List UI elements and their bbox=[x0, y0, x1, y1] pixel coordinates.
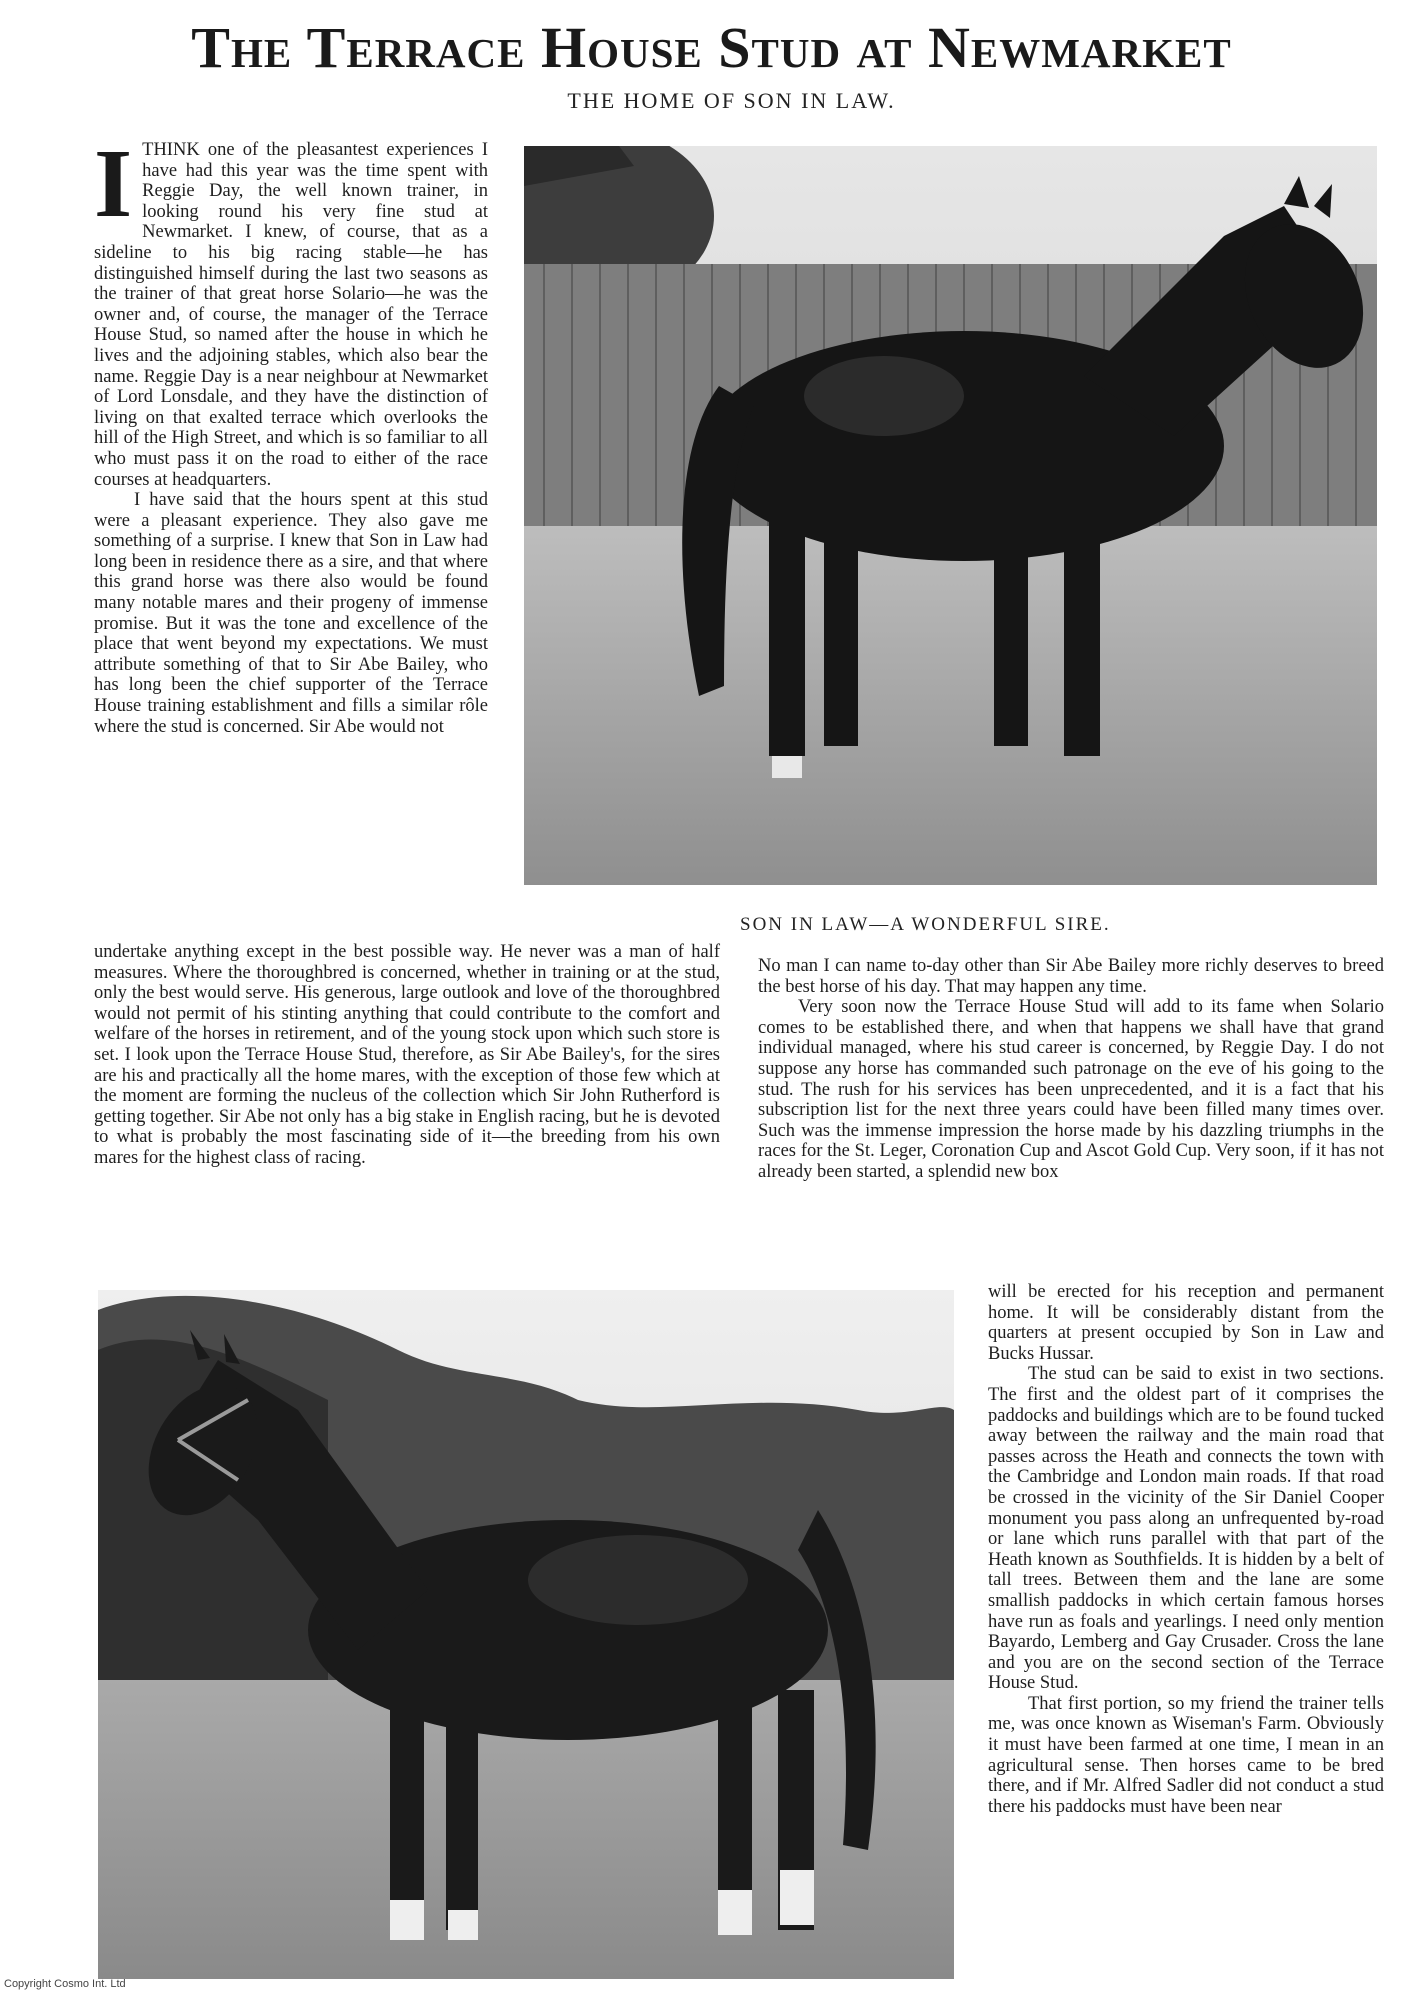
paragraph: Very soon now the Terrace House Stud will add to its fame when Solario comes to be established there, and when that happens we shall have that grand individual managed, where his stud career is concerned, by Reggie Day. I do not suppose any horse has commanded such patronage on the eve of his going to the stud. The rush for his services has been unprecedented, and it is a fact that his subscription list for the next three years could have been filled many times over. Such was the immense impression the horse made by his dazzling triumphs in the races for the St. Leger, Coronation Cup and Ascot Gold Cup. Very soon, if it has not already been started, a splendid new box bbox=[758, 997, 1384, 1182]
paragraph-text: THINK one of the pleasantest experiences I have had this year was the time spent with Reggie Day, the well known trainer, in looking round his very fine stud at Newmarket. I knew, of course, that as a sideline to his big racing stable—he has distinguished himself during the last two seasons as the trainer of that great horse Solario—he was the owner and, of course, the manager of the Terrace House Stud, so named after the house in which he lives and the adjoining stables, which also bear the name. Reggie Day is a near neighbour at Newmarket of Lord Lonsdale, and they have the distinction of living on that exalted terrace which overlooks the hill of the High Street, and which is so familiar to all who must pass it on the road to either of the race courses at headquarters. bbox=[94, 140, 488, 490]
paragraph bbox=[94, 130, 488, 490]
horse-photo-illustration bbox=[524, 146, 1377, 885]
text-column-left bbox=[94, 130, 488, 936]
drop-cap: I bbox=[94, 130, 133, 238]
paragraph: No man I can name to-day other than Sir Abe Bailey more richly deserves to breed the best horse of his day. That may happen any time. bbox=[758, 956, 1384, 997]
text-column-wide bbox=[94, 942, 720, 1254]
paragraph: That first portion, so my friend the trainer tells me, was once known as Wiseman's Farm. Obviously it must have been farmed at one time, I mean in an agricultural sense. Then horses came to be bred there, and if Mr. Alfred Sadler did not conduct a stud there his paddocks must have been near bbox=[988, 1693, 1384, 1817]
paragraph: The stud can be said to exist in two sections. The first and the oldest part of it comprises the paddocks and buildings which are to be found tucked away between the railway and the main road that passes across the Heath and connects the town with the Cambridge and London main roads. If that road be crossed in the vicinity of the Sir Daniel Cooper monument you pass along an unfrequented by-road or lane which runs parallel with that part of the Heath known as Southfields. It is hidden by a belt of tall trees. Between them and the lane are some smallish paddocks in which certain famous horses have run as foals and yearlings. I need only mention Bayardo, Lemberg and Gay Crusader. Cross the lane and you are on the second section of the Terrace House Stud. bbox=[988, 1364, 1384, 1694]
text-column-right-lower bbox=[988, 1282, 1384, 1978]
paragraph: undertake anything except in the best possible way. He never was a man of half measures. Where the thoroughbred is concerned, whether in training or at the stud, only the best would serve. His generous, large outlook and love of the thoroughbred would not permit of his stinting anything that could contribute to the comfort and welfare of the horses in retirement, and of the young stock upon which such store is set. I look upon the Terrace House Stud, therefore, as Sir Abe Bailey's, for the sires are his and practically all the home mares, with the exception of those few which at the moment are forming the nucleus of the collection which Sir John Rutherford is getting together. Sir Abe not only has a big stake in English racing, but he is devoted to what is probably the most fascinating side of it—the breeding from his own mares for the highest class of racing. bbox=[94, 942, 720, 1168]
article-title: The Terrace House Stud at Newmarket bbox=[191, 15, 1232, 80]
photo-caption: SON IN LAW—A WONDERFUL SIRE. bbox=[740, 914, 1111, 935]
photo-son-in-law bbox=[524, 146, 1377, 885]
text-column-right-upper bbox=[758, 956, 1384, 1286]
paragraph: I have said that the hours spent at this stud were a pleasant experience. They also gave me something of a surprise. I knew that Son in Law had long been in residence there as a sire, and that where this grand horse was there also would be found many notable mares and their progeny of immense promise. But it was the tone and excellence of the place that went beyond my expectations. We must attribute something of that to Sir Abe Bailey, who has long been the chief supporter of the Terrace House training establishment and fills a similar rôle where the stud is concerned. Sir Abe would not bbox=[94, 490, 488, 737]
horse-photo-illustration bbox=[98, 1290, 954, 1979]
article-subtitle: THE HOME OF SON IN LAW. bbox=[567, 88, 896, 113]
paragraph: will be erected for his reception and permanent home. It will be considerably distant from the quarters at present occupied by Son in Law and Bucks Hussar. bbox=[988, 1282, 1384, 1364]
photo-solario bbox=[98, 1290, 954, 1979]
copyright-notice: Copyright Cosmo Int. Ltd bbox=[4, 1978, 126, 1990]
